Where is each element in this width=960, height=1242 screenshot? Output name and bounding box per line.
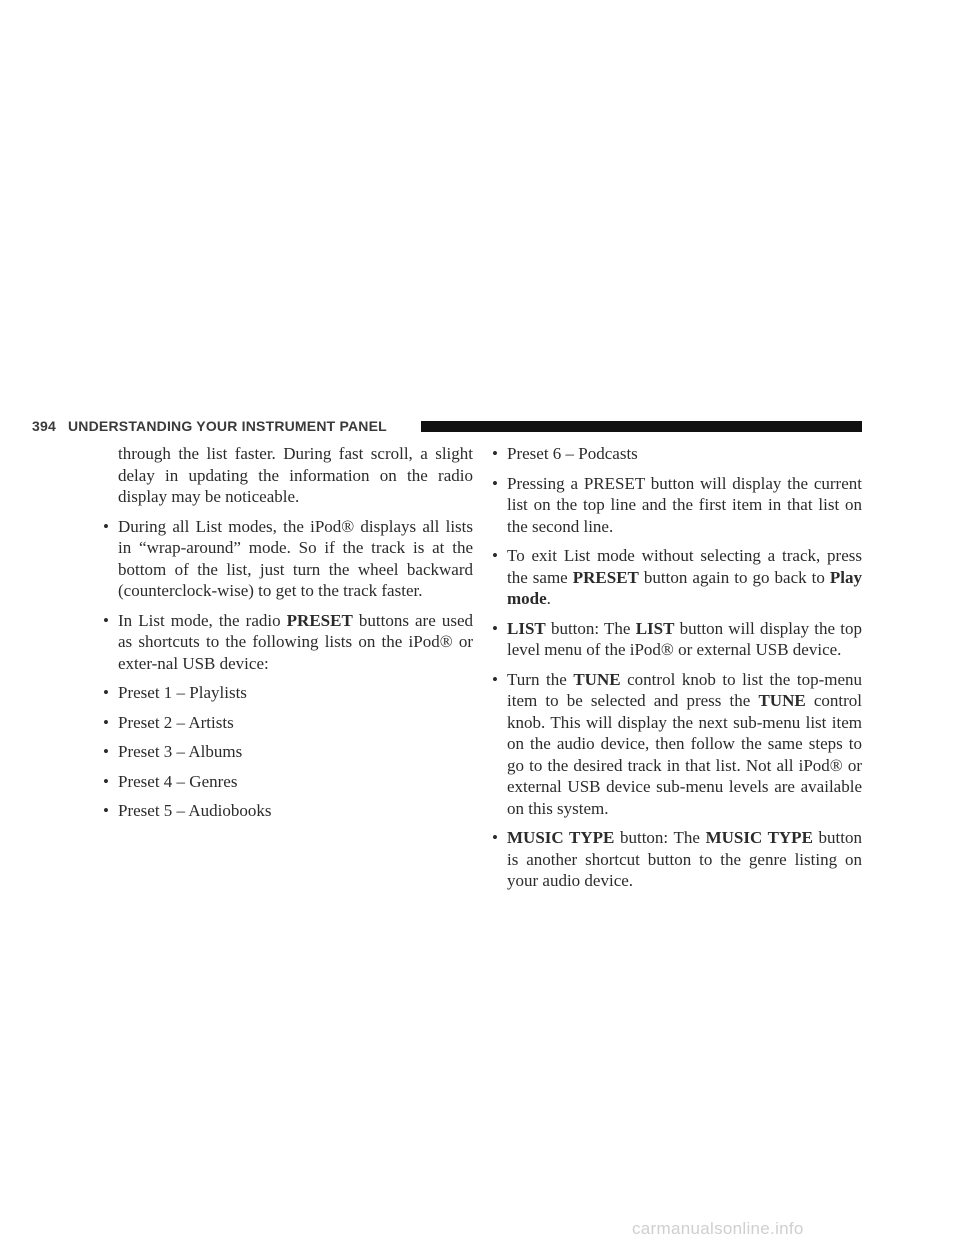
bullet-icon: •: [492, 444, 498, 463]
list-item-text: In List mode, the radio: [118, 610, 287, 630]
list-item-text: control knob. This will display the next sub-menu list item on the audio device, then follow the same steps to go to the desired track in that list. Not all iPod® or external USB device sub-menu levels are available on this system.: [507, 691, 862, 818]
list-keyword: LIST: [507, 618, 546, 638]
tune-keyword: TUNE: [758, 691, 806, 710]
list-item: [103, 712, 473, 734]
list-item: [103, 800, 473, 822]
music-type-keyword: MUSIC TYPE: [705, 828, 813, 847]
list-item-text: Pressing a PRESET button will display the current list on the top line and the first item in that list on the second line.: [507, 473, 862, 536]
list-item: [492, 473, 862, 538]
preset-item: Preset 3 – Albums: [118, 742, 243, 761]
list-item: [103, 741, 473, 763]
list-item-text: button again to go back to: [638, 567, 830, 587]
bullet-icon: •: [492, 546, 498, 565]
page-header: [32, 417, 862, 437]
bullet-icon: •: [103, 712, 109, 732]
left-column: [103, 443, 473, 830]
list-keyword: LIST: [635, 618, 675, 638]
tune-keyword: TUNE: [573, 669, 621, 689]
list-item-text: During all List modes, the iPod® displays all lists in “wrap-around” mode. So if the track is at the bottom of the list, just turn the wheel backward (counterclock-wise) to get to the track faster.: [118, 516, 473, 600]
bullet-icon: •: [103, 610, 109, 630]
list-item: [103, 610, 473, 675]
bullet-icon: •: [103, 516, 109, 536]
page-number: 394: [32, 418, 56, 434]
bullet-icon: •: [492, 618, 498, 638]
list-item: [103, 682, 473, 704]
bullet-icon: •: [103, 771, 109, 791]
continuation-paragraph: through the list faster. During fast scroll, a slight delay in updating the information on the radio display may be noticeable.: [118, 444, 473, 506]
list-item: [103, 771, 473, 793]
bullet-icon: •: [492, 669, 498, 689]
preset-keyword: PRESET: [286, 610, 353, 630]
list-item-text: buttons are used as shortcuts to the following lists on the iPod® or exter-nal USB device:: [118, 610, 473, 673]
play-mode-keyword: Play mode: [507, 567, 862, 608]
header-rule: [421, 421, 862, 432]
bullet-icon: •: [103, 683, 109, 702]
list-item: [492, 618, 862, 661]
preset-item: Preset 1 – Playlists: [118, 683, 247, 702]
right-column: [492, 443, 862, 900]
bullet-icon: •: [492, 473, 498, 493]
list-item-text: button: The: [614, 828, 706, 847]
list-item-text: control knob to list the top-menu item to be selected and press the: [507, 669, 863, 710]
preset-item: Preset 5 – Audiobooks: [118, 801, 272, 820]
list-item: [103, 516, 473, 602]
bullet-icon: •: [103, 801, 109, 820]
preset-item: Preset 2 – Artists: [118, 712, 234, 732]
list-item-text: button is another shortcut button to the genre listing on your audio device.: [507, 828, 862, 890]
preset-item: Preset 4 – Genres: [118, 771, 238, 791]
list-item-text: .: [546, 589, 551, 608]
list-item: [492, 669, 862, 820]
bullet-icon: •: [103, 742, 109, 761]
music-type-keyword: MUSIC TYPE: [507, 828, 615, 847]
watermark: carmanualsonline.info: [632, 1219, 804, 1238]
list-item: [492, 545, 862, 610]
list-item-text: button: The: [545, 618, 636, 638]
list-item: [492, 443, 862, 465]
list-item-text: button will display the top level menu of the iPod® or external USB device.: [507, 618, 862, 659]
preset-item: Preset 6 – Podcasts: [507, 444, 638, 463]
list-item: [492, 827, 862, 892]
preset-keyword: PRESET: [572, 567, 639, 587]
list-item-text: Turn the: [507, 669, 574, 689]
list-item-text: To exit List mode without selecting a track, press the same: [507, 546, 862, 587]
section-title: UNDERSTANDING YOUR INSTRUMENT PANEL: [68, 418, 387, 434]
bullet-icon: •: [492, 828, 498, 847]
